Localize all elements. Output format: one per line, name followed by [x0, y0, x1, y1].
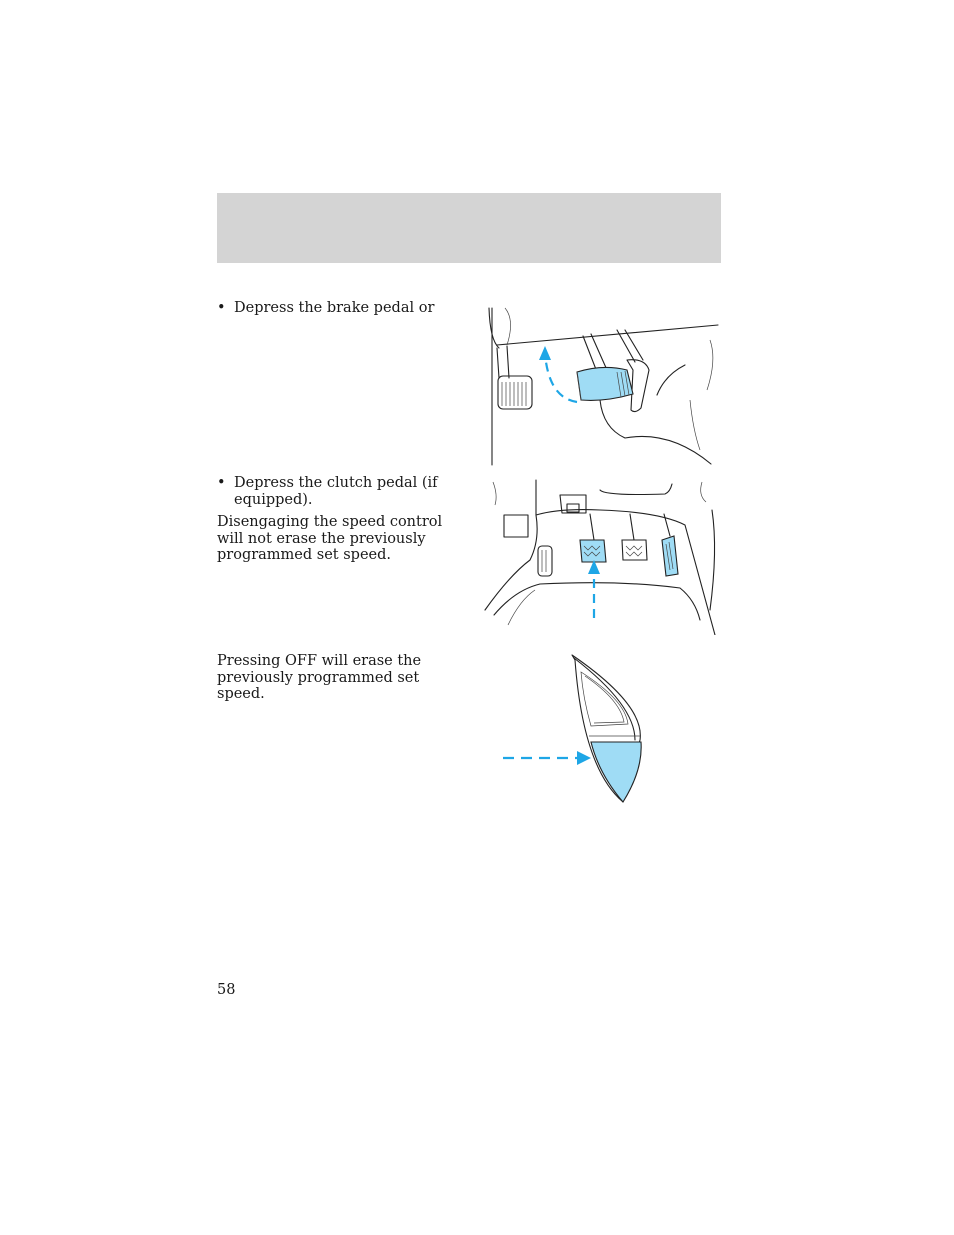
paragraph-off-button: Pressing OFF will erase the previously programmed set speed. — [217, 653, 422, 702]
section-header-band — [217, 193, 721, 263]
off-button-illustration — [495, 650, 655, 810]
brake-pedal-illustration — [485, 300, 725, 470]
clutch-pedal-illustration — [480, 470, 725, 635]
bullet-clutch-pedal — [217, 475, 474, 508]
page-number: 58 — [217, 982, 236, 998]
bullet-marker: • — [217, 475, 226, 491]
bullet-clutch-text: Depress the clutch pedal (if equipped). — [234, 475, 438, 508]
brake-pedal-icon — [489, 308, 718, 465]
clutch-pedal-icon — [485, 480, 715, 635]
bullet-brake-text: Depress the brake pedal or — [234, 300, 435, 316]
bullet-marker: • — [217, 300, 226, 316]
off-button-icon — [503, 655, 641, 802]
bullet-brake-pedal — [217, 300, 474, 317]
paragraph-disengage: Disengaging the speed control will not erase the previously programmed set speed. — [217, 514, 443, 563]
